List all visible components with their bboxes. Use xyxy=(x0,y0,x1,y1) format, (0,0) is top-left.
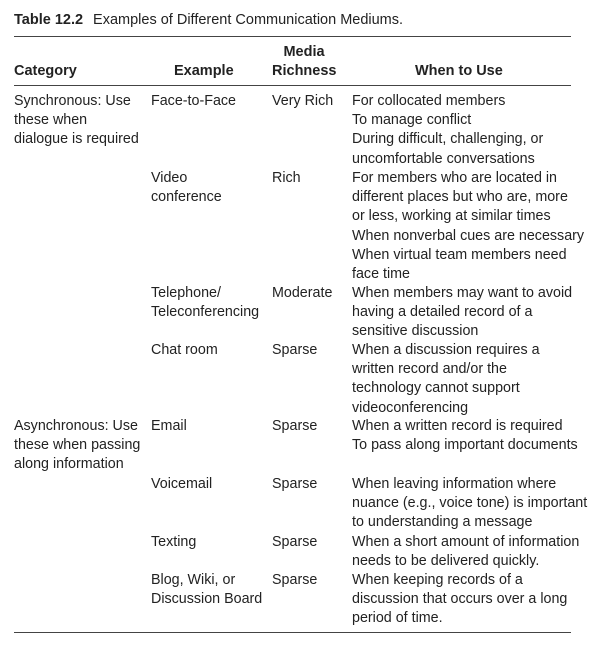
header-category: Category xyxy=(14,63,77,79)
row-richness: Rich xyxy=(272,170,301,186)
header-media-richness-line2: Richness xyxy=(272,63,337,79)
row-richness: Sparse xyxy=(272,476,318,492)
category-synchronous: Synchronous: Use these when dialogue is required xyxy=(14,93,139,148)
row-when: When leaving information where nuance (e.g., voice tone) is important to understanding a message xyxy=(352,476,588,531)
row-example: Blog, Wiki, or Discussion Board xyxy=(151,572,263,608)
row-when: When a discussion requires a written record and/or the technology cannot support videoconferencing xyxy=(352,342,540,416)
row-example: Face-to-Face xyxy=(151,93,237,109)
row-when: When keeping records of a discussion that occurs over a long period of time. xyxy=(352,572,568,627)
row-example: Video conference xyxy=(151,170,222,206)
row-example: Texting xyxy=(151,534,197,550)
row-richness: Sparse xyxy=(272,342,318,358)
header-rule xyxy=(14,85,571,86)
table-title: Examples of Different Communication Mediums. xyxy=(93,12,404,28)
row-when: For collocated members To manage conflict During difficult, challenging, or uncomfortable conversations xyxy=(352,93,544,167)
row-when: When a written record is required To pass along important documents xyxy=(352,418,578,454)
bottom-rule xyxy=(14,632,571,633)
row-example: Voicemail xyxy=(151,476,213,492)
row-example: Email xyxy=(151,418,187,434)
header-media-richness xyxy=(272,43,336,81)
row-richness: Sparse xyxy=(272,572,318,588)
table-caption xyxy=(14,12,403,28)
row-when: When a short amount of information needs to be delivered quickly. xyxy=(352,534,580,570)
header-media-richness-line1: Media xyxy=(283,44,325,60)
row-richness: Sparse xyxy=(272,534,318,550)
row-example: Telephone/ Teleconferencing xyxy=(151,285,260,321)
top-rule xyxy=(14,36,571,37)
category-asynchronous: Asynchronous: Use these when passing along information xyxy=(14,418,141,473)
header-when-to-use: When to Use xyxy=(415,63,503,79)
table-label: Table 12.2 xyxy=(14,12,84,28)
row-when: When members may want to avoid having a detailed record of a sensitive discussion xyxy=(352,285,573,340)
row-example: Chat room xyxy=(151,342,218,358)
row-when: For members who are located in different places but who are, more or less, working at similar times When nonverbal cues are necessary When virtual team members need face time xyxy=(352,170,585,283)
row-richness: Very Rich xyxy=(272,93,334,109)
header-example: Example xyxy=(174,63,234,79)
row-richness: Moderate xyxy=(272,285,333,301)
row-richness: Sparse xyxy=(272,418,318,434)
